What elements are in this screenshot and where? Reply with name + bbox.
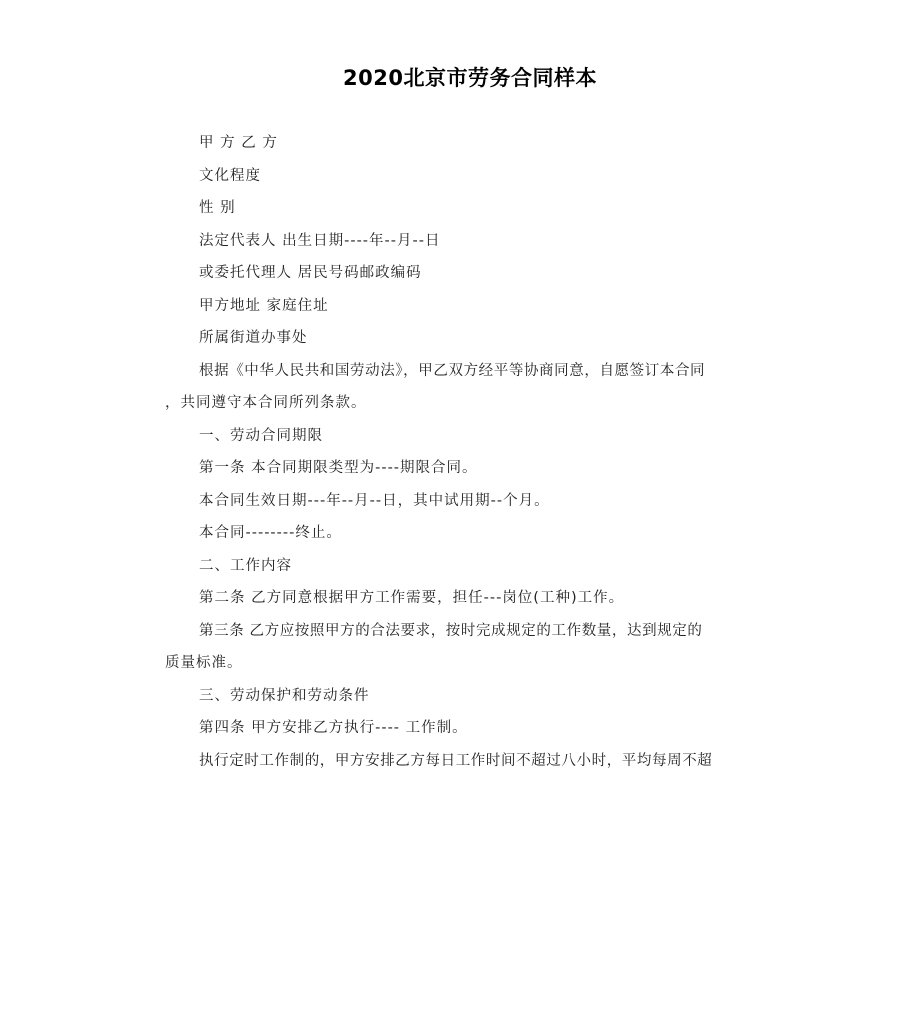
document-body: [165, 127, 765, 777]
article-3: 第三条 乙方应按照甲方的合法要求，按时完成规定的工作数量，达到规定的: [199, 622, 703, 639]
article-4: 第四条 甲方安排乙方执行---- 工作制。: [199, 720, 468, 736]
section-heading-work: 二、工作内容: [199, 557, 292, 574]
legal-rep-line: 法定代表人 出生日期----年--月--日: [199, 232, 441, 249]
article-3-continuation: 质量标准。: [165, 655, 243, 671]
address-line: 甲方地址 家庭住址: [199, 297, 329, 314]
education-line: 文化程度: [199, 167, 261, 184]
subdistrict-line: 所属街道办事处: [199, 330, 308, 346]
section-heading-protection: 三、劳动保护和劳动条件: [199, 687, 370, 704]
preamble-line: 根据《中华人民共和国劳动法》，甲乙双方经平等协商同意，自愿签订本合同: [199, 362, 706, 379]
party-line: 甲 方 乙 方: [199, 135, 278, 151]
termination-line: 本合同--------终止。: [199, 525, 342, 541]
article-1: 第一条 本合同期限类型为----期限合同。: [199, 460, 478, 476]
section-heading-term: 一、劳动合同期限: [199, 427, 323, 444]
working-hours-line: 执行定时工作制的，甲方安排乙方每日工作时间不超过八小时，平均每周不超: [199, 752, 713, 769]
effective-date-line: 本合同生效日期---年--月--日，其中试用期--个月。: [199, 492, 550, 509]
article-2: 第二条 乙方同意根据甲方工作需要，担任---岗位(工种)工作。: [199, 590, 625, 606]
preamble-continuation: ，共同遵守本合同所列条款。: [165, 395, 367, 411]
gender-line: 性 别: [199, 200, 236, 216]
agent-line: 或委托代理人 居民号码邮政编码: [199, 265, 422, 281]
document-title: 2020北京市劳务合同样本: [343, 66, 597, 90]
